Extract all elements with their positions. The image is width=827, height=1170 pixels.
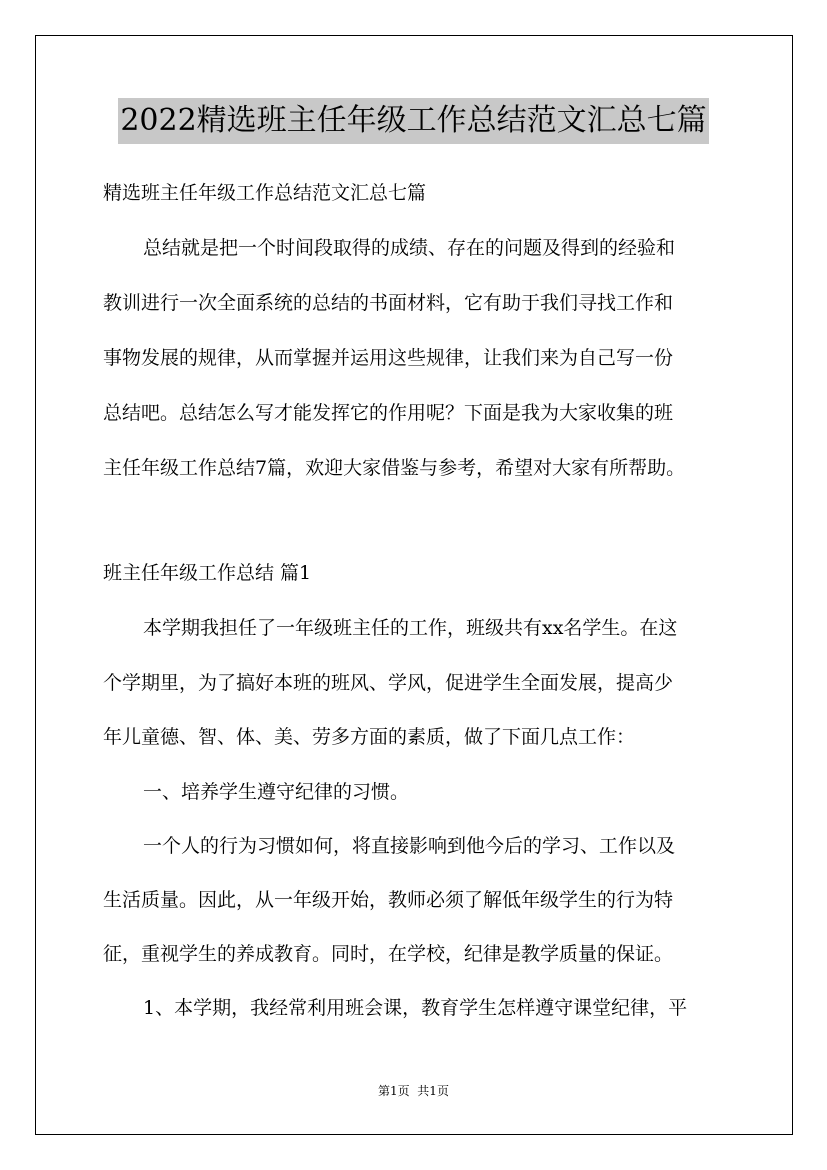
body-line: 一、培养学生遵守纪律的习惯。 (143, 781, 410, 803)
intro-line: 主任年级工作总结7篇，欢迎大家借鉴与参考，希望对大家有所帮助。 (103, 457, 686, 479)
body-line: 个学期里，为了搞好本班的班风、学风，促进学生全面发展，提高少 (103, 672, 674, 694)
title-container (0, 98, 827, 144)
intro-line: 总结就是把一个时间段取得的成绩、存在的问题及得到的经验和 (143, 237, 676, 259)
intro-line: 事物发展的规律，从而掌握并运用这些规律，让我们来为自己写一份 (103, 347, 674, 369)
body-line: 本学期我担任了一年级班主任的工作，班级共有xx名学生。在这 (143, 617, 678, 639)
document-title: 2022精选班主任年级工作总结范文汇总七篇 (118, 98, 708, 144)
page-number-footer: 第1页 共1页 (378, 1084, 449, 1098)
body-line: 生活质量。因此，从一年级开始，教师必须了解低年级学生的行为特 (103, 889, 674, 911)
body-line: 1、本学期，我经常利用班会课，教育学生怎样遵守课堂纪律，平 (143, 997, 688, 1019)
document-subtitle: 精选班主任年级工作总结范文汇总七篇 (103, 182, 427, 204)
body-line: 征，重视学生的养成教育。同时，在学校，纪律是教学质量的保证。 (103, 943, 674, 965)
intro-line: 教训进行一次全面系统的总结的书面材料，它有助于我们寻找工作和 (103, 292, 674, 314)
section-heading: 班主任年级工作总结 篇1 (103, 562, 312, 584)
body-line: 年儿童德、智、体、美、劳多方面的素质，做了下面几点工作： (103, 726, 636, 748)
intro-line: 总结吧。总结怎么写才能发挥它的作用呢？下面是我为大家收集的班 (103, 402, 674, 424)
body-line: 一个人的行为习惯如何，将直接影响到他今后的学习、工作以及 (143, 835, 676, 857)
